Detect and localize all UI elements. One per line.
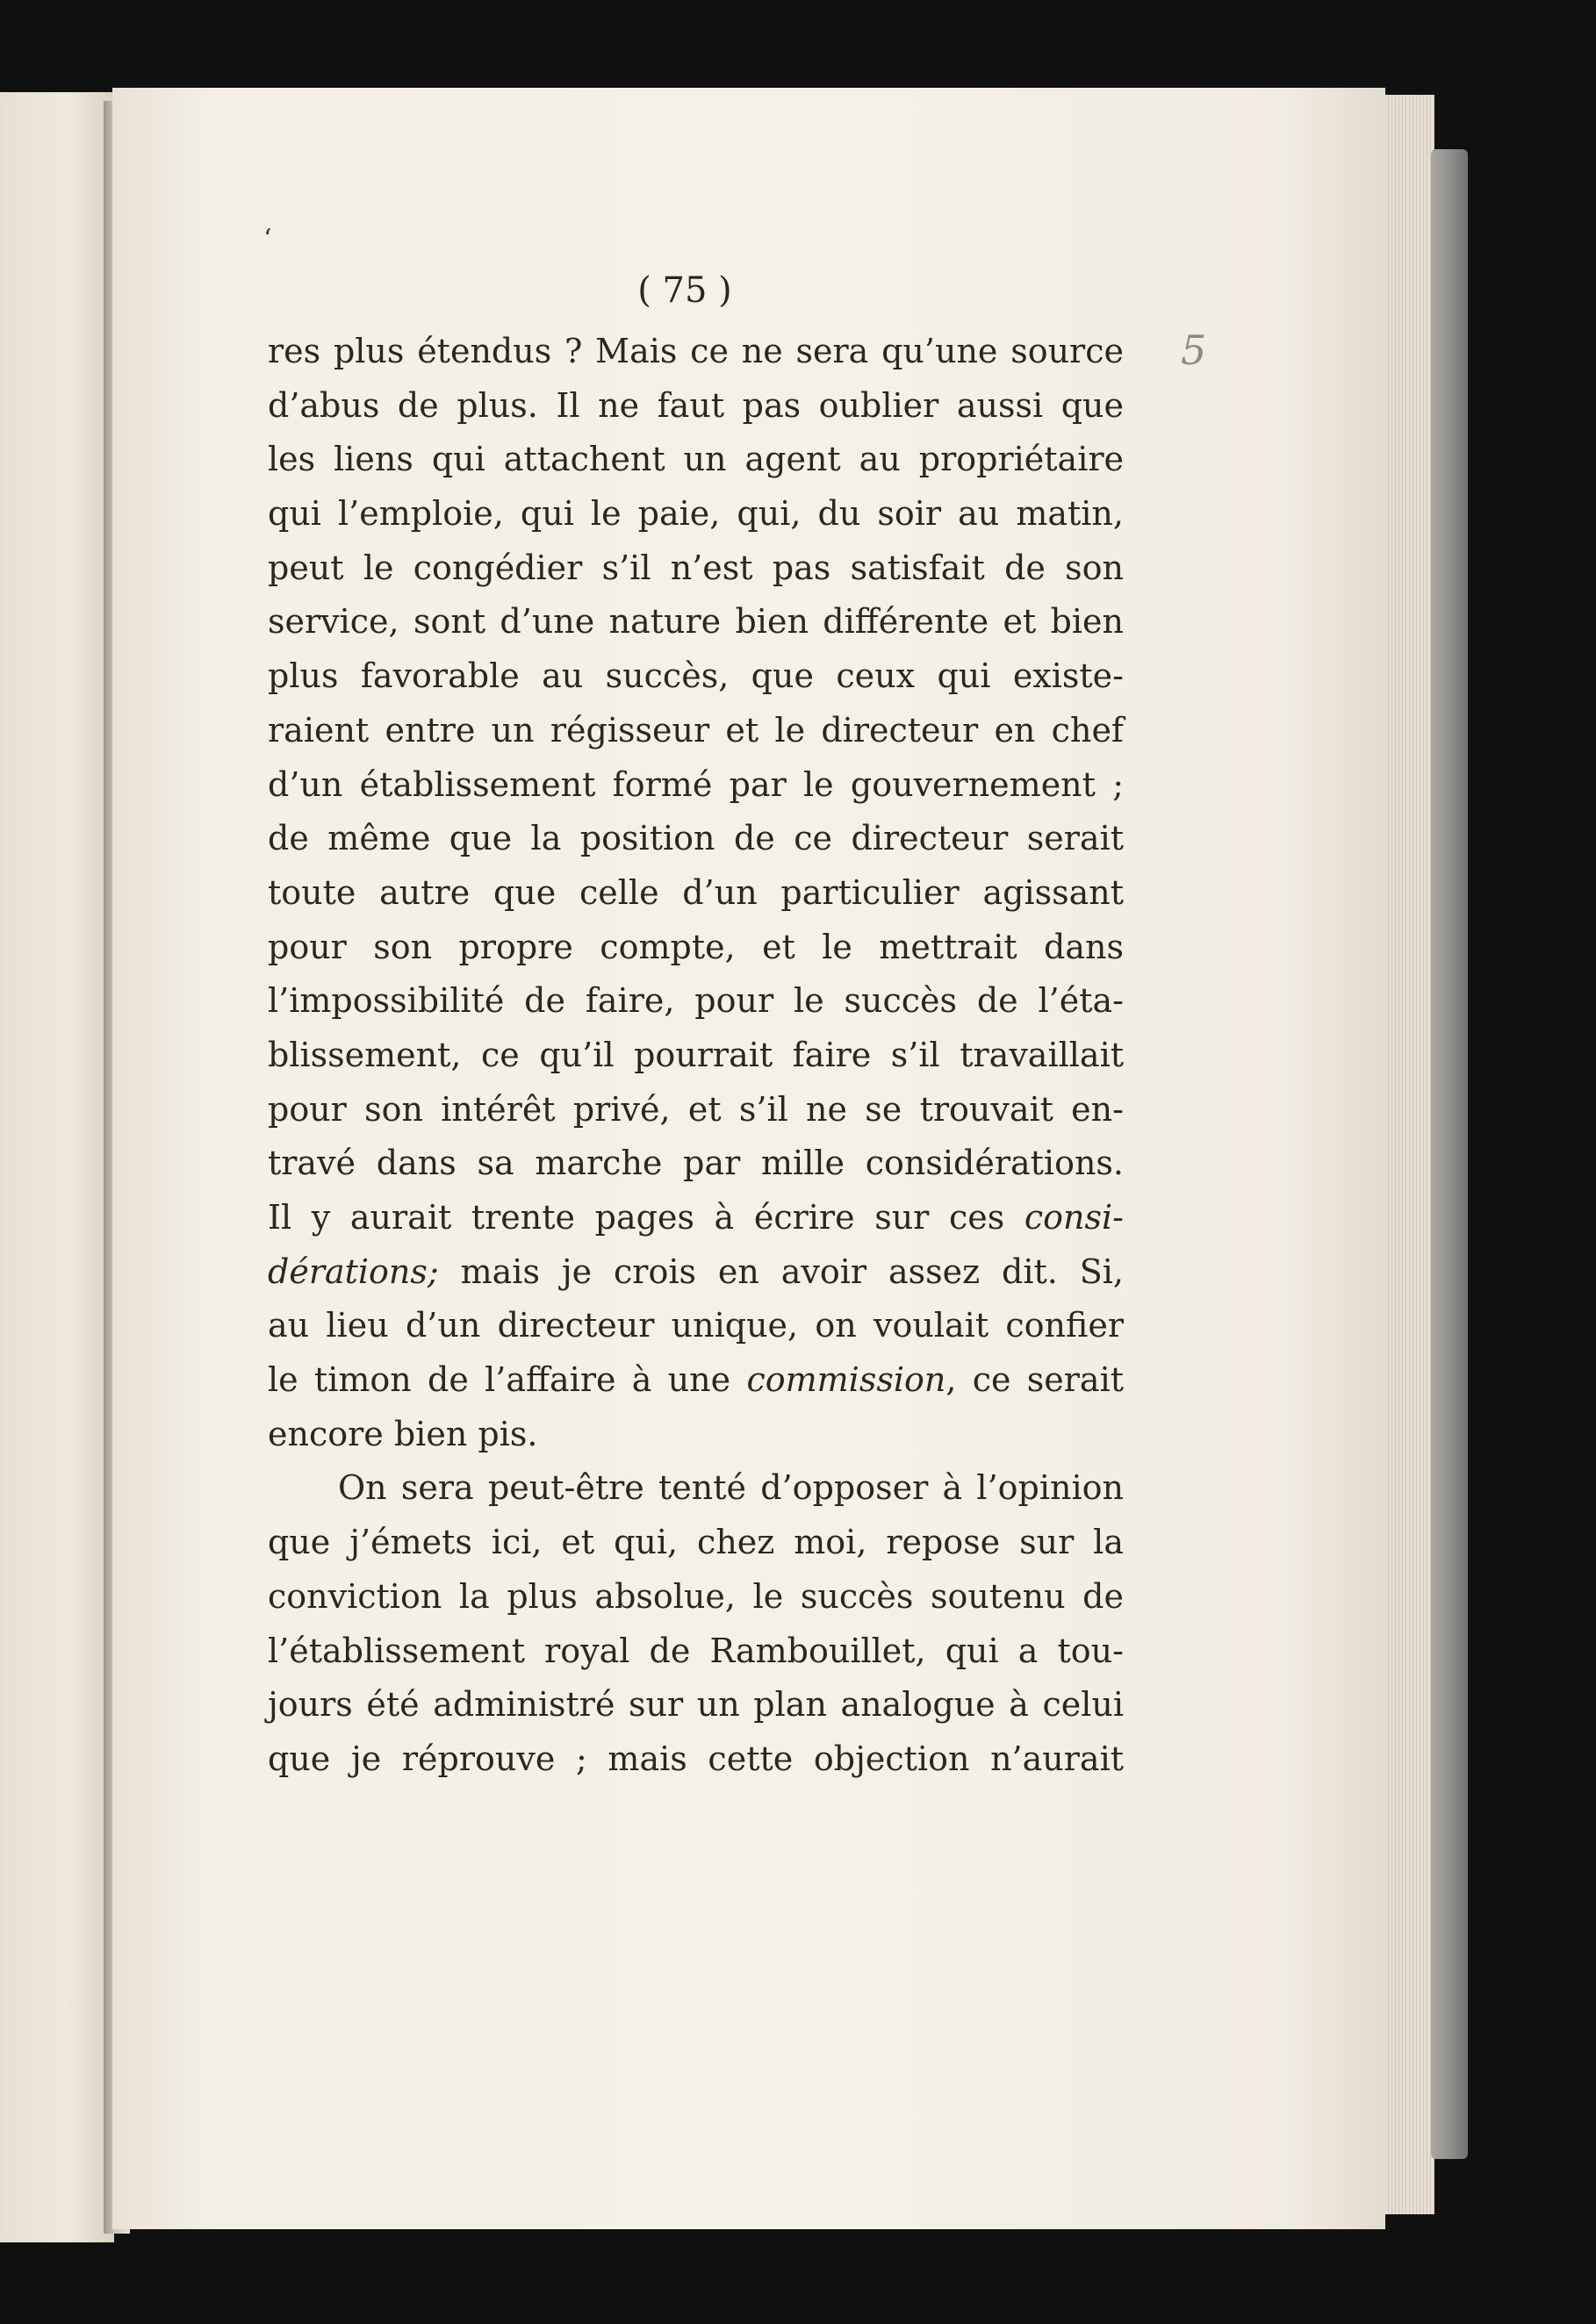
text-line: que j’émets ici, et qui, chez moi, repose sur la — [268, 1523, 1124, 1562]
text-line: d’un établissement formé par le gouvernement ; — [268, 764, 1124, 804]
text-line: peut le congédier s’il n’est pas satisfait de son — [268, 548, 1124, 587]
text-line: d’abus de plus. Il ne faut pas oublier aussi que — [268, 385, 1124, 425]
text-line: plus favorable au succès, que ceux qui existe- — [268, 656, 1124, 696]
text-line: que je réprouve ; mais cette objection n’aurait — [268, 1739, 1124, 1778]
text-line: pour son intérêt privé, et s’il ne se trouvait en- — [268, 1089, 1124, 1129]
text-line — [268, 1353, 1124, 1408]
text-line: qui l’emploie, qui le paie, qui, du soir au matin, — [268, 494, 1124, 534]
text-line: service, sont d’une nature bien différente et bien — [268, 602, 1124, 642]
corner-mark: ‘ — [263, 224, 272, 255]
page-number: ( 75 ) — [637, 270, 732, 311]
text-line — [268, 1191, 1124, 1245]
text-line: jours été administré sur un plan analogue à celui — [268, 1685, 1124, 1725]
italic-run: dérations; — [268, 1252, 439, 1291]
facing-page — [0, 92, 114, 2242]
italic-run: commission — [746, 1360, 946, 1400]
text-line: toute autre que celle d’un particulier agissant — [268, 872, 1124, 912]
text-line: On sera peut-être tenté d’opposer à l’opinion — [338, 1468, 1124, 1508]
text-line: res plus étendus ? Mais ce ne sera qu’une source — [268, 332, 1124, 370]
body-text — [268, 325, 1124, 1787]
text-run: , ce serait — [945, 1360, 1124, 1400]
text-line: conviction la plus absolue, le succès soutenu de — [268, 1576, 1124, 1616]
italic-run: consi- — [1024, 1198, 1124, 1237]
text-line: les liens qui attachent un agent au propriétaire — [268, 440, 1124, 479]
text-line: blissement, ce qu’il pourrait faire s’il travaillait — [268, 1035, 1124, 1074]
text-line: encore bien pis. — [268, 1414, 538, 1453]
text-line — [268, 1245, 1124, 1300]
text-line: pour son propre compte, et le mettrait dans — [268, 927, 1124, 966]
text-line: travé dans sa marche par mille considérations. — [268, 1144, 1124, 1183]
text-line: de même que la position de ce directeur serait — [268, 819, 1124, 858]
text-line: l’établissement royal de Rambouillet, qui a tou- — [268, 1631, 1124, 1670]
text-run: Il y aurait trente pages à écrire sur ces — [268, 1198, 1024, 1237]
text-line: l’impossibilité de faire, pour le succès de l’éta- — [268, 981, 1124, 1021]
text-line: au lieu d’un directeur unique, on voulait confier — [268, 1306, 1124, 1345]
text-line: raient entre un régisseur et le directeur en chef — [268, 710, 1124, 750]
text-run: mais je crois en avoir assez dit. Si, — [438, 1252, 1124, 1291]
page-edges-shadow — [1431, 149, 1468, 2159]
margin-note: 5 — [1181, 326, 1207, 374]
text-run: le timon de l’affaire à une — [268, 1360, 747, 1400]
page-edges — [1385, 95, 1434, 2214]
